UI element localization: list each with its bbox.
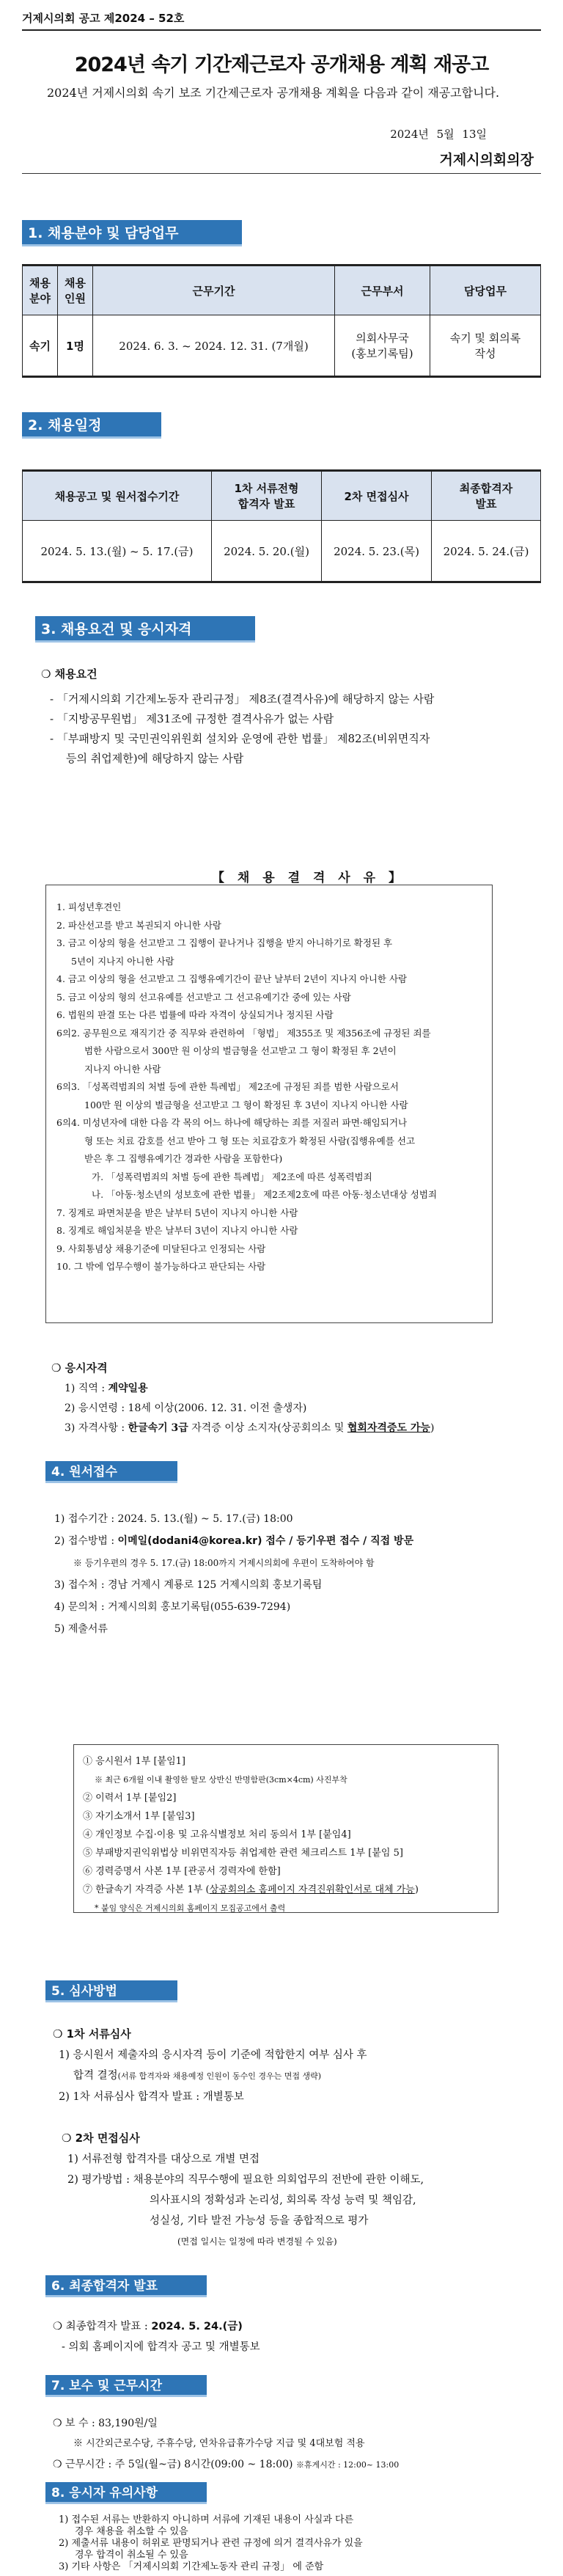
interview-note: (면접 일시는 일정에 따라 변경될 수 있음) xyxy=(177,2236,337,2247)
requirements-list xyxy=(50,689,434,769)
intro-text: 2024년 거제시의회 속기 보조 기간제근로자 공개채용 계획을 다음과 같이 재공고합니다. xyxy=(47,86,500,100)
reason-item: 4. 금고 이상의 형을 선고받고 그 집행유예기간이 끝난 날부터 2년이 지나지 아니한 사람 xyxy=(56,973,408,984)
doc-item: ③ 자기소개서 1부 [붙임3] xyxy=(83,1811,195,1822)
th-period: 근무기간 xyxy=(93,266,335,315)
section-6-title: 6. 최종합격자 발표 xyxy=(45,2275,207,2297)
th-doc-result: 1차 서류전형 합격자 발표 xyxy=(212,471,322,521)
qualification-list xyxy=(65,1379,434,1438)
td-dept: 의회사무국 (홍보기록팀) xyxy=(335,315,430,377)
reason-item: 7. 징계로 파면처분을 받은 날부터 5년이 지나지 아니한 사람 xyxy=(56,1207,298,1218)
reason-item: 나. 「아동·청소년의 성보호에 관한 법률」 제2조제2호에 따른 아동·청소년대상 성범죄 xyxy=(92,1189,438,1200)
app-place: 3) 접수처 : 경남 거제시 계룡로 125 거제시의회 홍보기록팀 xyxy=(54,1579,323,1591)
th-field: 채용 분야 xyxy=(23,266,58,315)
req-item: - 「지방공무원법」 제31조에 규정한 결격사유가 없는 사람 xyxy=(50,712,334,725)
pay-line: ❍ 보 수 : 83,190원/일 xyxy=(53,2418,158,2429)
schedule-table xyxy=(22,469,541,583)
hours-line: ❍ 근무시간 : 주 5일(월~금) 8시간(09:00 ~ 18:00) ※휴게시간 : 12:00~ 13:00 xyxy=(53,2459,400,2470)
disqualification-title: 【 채 용 결 격 사 유 】 xyxy=(212,871,405,885)
td-duty: 속기 및 회의록 작성 xyxy=(430,315,541,377)
app-docs-heading: 5) 제출서류 xyxy=(54,1623,108,1635)
section-1-title: 1. 채용분야 및 담당업무 xyxy=(22,220,242,246)
reason-item: 100만 원 이상의 벌금형을 선고받고 그 형이 확정된 후 3년이 지나지 아니한 사람 xyxy=(84,1099,408,1110)
final-result-list xyxy=(53,2316,260,2357)
note-item: 1) 접수된 서류는 반환하지 아니하며 서류에 기재된 내용이 사실과 다른 xyxy=(59,2514,354,2525)
note-item: 3) 기타 사항은 「거제시의회 기간제노동자 관리 규정」 에 준함 xyxy=(59,2561,324,2572)
interview-item: 의사표시의 정확성과 논리성, 회의록 작성 능력 및 책임감, xyxy=(150,2195,416,2206)
doc-item: ⑥ 경력증명서 사본 1부 [관공서 경력자에 한함] xyxy=(83,1866,281,1877)
interview-item: 1) 서류전형 합격자를 대상으로 개별 면접 xyxy=(67,2154,260,2165)
reason-item: 8. 징계로 해임처분을 받은 날부터 3년이 지나지 아니한 사람 xyxy=(56,1225,298,1236)
doc-item: ② 이력서 1부 [붙임2] xyxy=(83,1793,177,1804)
reason-item: 6의2. 공무원으로 재직기간 중 직무와 관련하여 「형법」 제355조 및 제356조에 규정된 죄를 xyxy=(56,1027,431,1039)
doc-note: ※ 최근 6개월 이내 촬영한 탈모 상반신 반명함판(3cm×4cm) 사진부착 xyxy=(95,1775,347,1785)
interview-heading: ❍ 2차 면접심사 xyxy=(62,2132,140,2145)
reason-item: 받은 후 그 집행유예기간 경과한 사람을 포함한다) xyxy=(84,1153,283,1164)
td-apply: 2024. 5. 13.(월) ~ 5. 17.(금) xyxy=(23,521,212,582)
qual-item-3: 3) 자격사항 : 한글속기 3급 자격증 이상 소지자(상공회의소 및 협회자격증도 가능) xyxy=(65,1422,435,1434)
th-apply: 채용공고 및 원서접수기간 xyxy=(23,471,212,521)
section-5-title: 5. 심사방법 xyxy=(45,1980,177,2002)
doc-review-heading: ❍ 1차 서류심사 xyxy=(53,2027,131,2041)
interview-item: 성실성, 기타 발전 가능성 등을 종합적으로 평가 xyxy=(150,2215,369,2227)
reason-item: 범한 사람으로서 300만 원 이상의 벌금형을 선고받고 그 형이 확정된 후 2년이 xyxy=(84,1045,397,1056)
td-final: 2024. 5. 24.(금) xyxy=(432,521,541,582)
app-period: 1) 접수기간 : 2024. 5. 13.(월) ~ 5. 17.(금) 18:00 xyxy=(54,1513,293,1525)
reason-item: 5. 금고 이상의 형의 선고유예를 선고받고 그 선고유예기간 중에 있는 사람 xyxy=(56,991,351,1003)
issuing-org: 거제시의회의장 xyxy=(439,152,534,168)
note-item: 경우 합격이 취소될 수 있음 xyxy=(75,2550,188,2561)
reason-item: 3. 금고 이상의 형을 선고받고 그 집행이 끝나거나 집행을 받지 아니하기로 확정된 후 xyxy=(56,937,393,948)
interview-item: 2) 평가방법 : 채용분야의 직무수행에 필요한 의회업무의 전반에 관한 이해도, xyxy=(67,2174,424,2186)
header-rule xyxy=(22,173,541,174)
page-title: 2024년 속기 기간제근로자 공개채용 계획 재공고 xyxy=(74,54,489,76)
note-item: 2) 제출서류 내용이 허위로 판명되거나 관련 규정에 의거 결격사유가 있을 xyxy=(59,2538,363,2549)
th-dept: 근무부서 xyxy=(335,266,430,315)
application-list xyxy=(54,1508,413,1640)
td-count: 1명 xyxy=(58,315,93,377)
req-item: - 「거제시의회 기간제노동자 관리규정」 제8조(결격사유)에 해당하지 않는 사람 xyxy=(50,692,435,706)
pay-note: ※ 시간외근로수당, 주휴수당, 연차유급휴가수당 지급 및 4대보험 적용 xyxy=(73,2438,365,2449)
top-rule xyxy=(22,29,541,31)
td-doc-result: 2024. 5. 20.(월) xyxy=(212,521,322,582)
app-method-note: ※ 등기우편의 경우 5. 17.(금) 18:00까지 거제시의회에 우편이 도착하여야 함 xyxy=(73,1558,375,1568)
required-docs-box xyxy=(73,1744,498,1913)
disqualification-box xyxy=(45,885,493,1323)
td-interview: 2024. 5. 23.(목) xyxy=(322,521,432,582)
reason-item: 6의4. 미성년자에 대한 다음 각 목의 어느 하나에 해당하는 죄를 저질러 파면·해임되거나 xyxy=(56,1117,408,1128)
notes-list xyxy=(59,2514,363,2573)
doc-review-item: 1) 응시원서 제출자의 응시자격 등이 기준에 적합한지 여부 심사 후 xyxy=(59,2049,367,2061)
notice-number: 거제시의회 공고 제2024 – 52호 xyxy=(22,12,185,25)
app-method: 2) 접수방법 : 이메일(dodani4@korea.kr) 접수 / 등기우편 접수 / 직접 방문 xyxy=(54,1535,414,1547)
reason-item: 6. 법원의 판결 또는 다른 법률에 따라 자격이 상실되거나 정지된 사람 xyxy=(56,1009,334,1020)
td-field: 속기 xyxy=(23,315,58,377)
reason-item: 9. 사회통념상 채용기준에 미달된다고 인정되는 사람 xyxy=(56,1243,266,1254)
th-interview: 2차 면접심사 xyxy=(322,471,432,521)
th-final: 최종합격자 발표 xyxy=(432,471,541,521)
reason-item: 1. 피성년후견인 xyxy=(56,901,122,912)
doc-item: ⑦ 한글속기 자격증 사본 1부 (상공회의소 홈페이지 자격진위확인서로 대체 가능) xyxy=(83,1884,419,1895)
notice-date: 2024년 5월 13일 xyxy=(390,128,487,141)
section-3-title: 3. 채용요건 및 응시자격 xyxy=(35,616,255,643)
qual-item-2: 2) 응시연령 : 18세 이상(2006. 12. 31. 이전 출생자) xyxy=(65,1402,307,1414)
app-contact: 4) 문의처 : 거제시의회 홍보기록팀(055-639-7294) xyxy=(54,1601,291,1613)
doc-item: ④ 개인정보 수집·이용 및 고유식별정보 처리 동의서 1부 [붙임4] xyxy=(83,1829,351,1840)
section-2-title: 2. 채용일정 xyxy=(22,412,161,439)
qualification-heading: ❍ 응시자격 xyxy=(51,1361,108,1375)
reason-item: 10. 그 밖에 업무수행이 불가능하다고 판단되는 사람 xyxy=(56,1261,266,1272)
section-8-title: 8. 응시자 유의사항 xyxy=(45,2482,207,2504)
reason-item: 5년이 지나지 아니한 사람 xyxy=(71,955,174,967)
pay-hours-list xyxy=(53,2413,399,2476)
th-duty: 담당업무 xyxy=(430,266,541,315)
interview-list xyxy=(67,2149,424,2252)
qual-item-1: 1) 직역 : 계약일용 xyxy=(65,1383,148,1394)
th-count: 채용 인원 xyxy=(58,266,93,315)
note-item: 경우 채용을 취소할 수 있음 xyxy=(75,2526,188,2537)
doc-item: ⑤ 부패방지권익위법상 비위면직자등 취업제한 관련 체크리스트 1부 [붙임 5] xyxy=(83,1848,403,1859)
doc-item: ① 응시원서 1부 [붙임1] xyxy=(83,1756,185,1767)
doc-review-list xyxy=(59,2045,367,2107)
recruit-field-table xyxy=(22,264,541,378)
section-7-title: 7. 보수 및 근무시간 xyxy=(45,2375,207,2397)
td-period: 2024. 6. 3. ~ 2024. 12. 31. (7개월) xyxy=(93,315,335,377)
section-4-title: 4. 원서접수 xyxy=(45,1461,177,1483)
requirements-heading: ❍ 채용요건 xyxy=(41,667,97,681)
req-item: 등의 취업제한)에 해당하지 않는 사람 xyxy=(66,752,244,765)
final-result-note: - 의회 홈페이지에 합격자 공고 및 개별통보 xyxy=(62,2341,260,2353)
reason-item: 6의3. 「성폭력범죄의 처벌 등에 관한 특례법」 제2조에 규정된 죄를 범한 사람으로서 xyxy=(56,1081,399,1092)
req-item: - 「부패방지 및 국민권익위원회 설치와 운영에 관한 법률」 제82조(비위면직자 xyxy=(50,732,430,745)
final-result-date: ❍ 최종합격자 발표 : 2024. 5. 24.(금) xyxy=(53,2321,243,2332)
doc-note: * 붙임 양식은 거제시의회 홈페이지 모집공고에서 출력 xyxy=(95,1903,286,1913)
reason-item: 2. 파산선고를 받고 복권되지 아니한 사람 xyxy=(56,919,221,931)
reason-item: 지나지 아니한 사람 xyxy=(84,1063,161,1075)
doc-review-item: 합격 결정(서류 합격자와 채용예정 인원이 동수인 경우는 면접 생략) xyxy=(73,2070,322,2082)
doc-review-item: 2) 1차 서류심사 합격자 발표 : 개별통보 xyxy=(59,2091,244,2103)
reason-item: 가. 「성폭력범죄의 처벌 등에 관한 특례법」 제2조에 따른 성폭력범죄 xyxy=(92,1171,372,1182)
reason-item: 형 또는 치료 감호를 선고 받아 그 형 또는 치료감호가 확정된 사람(집행유예를 선고 xyxy=(84,1135,416,1146)
